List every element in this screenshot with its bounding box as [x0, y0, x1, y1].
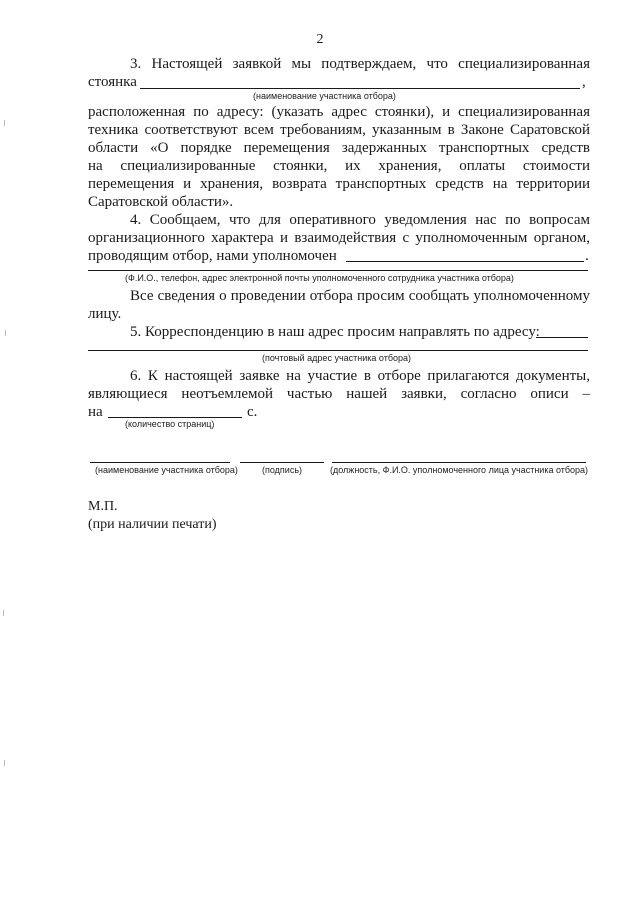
participant-name-line: [90, 462, 230, 463]
sec3-line8: Саратовской области».: [88, 194, 234, 210]
signature-caption: (подпись): [262, 465, 303, 475]
authorized-person-caption: (Ф.И.О., телефон, адрес электронной почты уполномоченного сотрудника участника отбора): [125, 273, 514, 283]
sec4-line4: Все сведения о проведении отбора просим сообщать уполномоченному: [130, 288, 590, 304]
page-count-caption: (количество страниц): [125, 419, 215, 429]
scan-artifact: [3, 610, 4, 616]
sec4-line3: проводящим отбор, нами уполномочен: [88, 248, 337, 264]
sec6-pages-suffix: с.: [247, 404, 258, 420]
participant-name-caption: (наименование участника отбора): [95, 465, 238, 475]
sec3-line7: перемещения и хранения, возврата транспортных средств на территории: [88, 176, 590, 192]
sec3-line3: расположенная по адресу: (указать адрес стоянки), и специализированная: [88, 104, 590, 120]
postal-address-inline-line: [536, 337, 588, 338]
authorized-person-inline-line: [346, 261, 584, 262]
sec4-line2: организационного характера и взаимодействия с уполномоченным органом,: [88, 230, 590, 246]
official-name-line: [332, 462, 586, 463]
authorized-person-field-line: [88, 270, 588, 271]
sec6-line2: являющиеся неотъемлемой частью нашей заявки, согласно описи –: [88, 386, 590, 402]
signature-line: [240, 462, 324, 463]
sec6-na-label: на: [88, 404, 103, 420]
stamp-label: М.П.: [88, 499, 118, 514]
page-count-field-line: [108, 417, 242, 418]
scan-artifact: [4, 760, 5, 766]
sec3-line2-comma: ,: [582, 74, 586, 90]
sec3-stoyanka-label: стоянка: [88, 74, 137, 90]
scan-artifact: [5, 330, 6, 336]
page-number: 2: [316, 32, 324, 47]
sec4-line1: 4. Сообщаем, что для оперативного уведомления нас по вопросам: [130, 212, 590, 228]
postal-address-caption: (почтовый адрес участника отбора): [262, 353, 411, 363]
sec6-line1: 6. К настоящей заявке на участие в отборе прилагаются документы,: [130, 368, 590, 384]
sec5-line1: 5. Корреспонденцию в наш адрес просим направлять по адресу:: [130, 324, 540, 340]
parking-name-caption: (наименование участника отбора): [253, 91, 396, 101]
sec3-line6: на специализированные стоянки, их хранения, оплаты стоимости: [88, 158, 590, 174]
sec4-line5: лицу.: [88, 306, 122, 322]
parking-name-field-line: [140, 88, 580, 89]
sec3-line1: 3. Настоящей заявкой мы подтверждаем, что специализированная: [130, 56, 590, 72]
official-name-caption: (должность, Ф.И.О. уполномоченного лица участника отбора): [330, 465, 589, 475]
scan-artifact: [4, 120, 5, 126]
stamp-note: (при наличии печати): [88, 517, 217, 532]
sec4-line3-dot: .: [585, 248, 589, 264]
sec3-line4: техника соответствуют всем требованиям, указанным в Законе Саратовской: [88, 122, 590, 138]
sec3-line5: области «О порядке перемещения задержанных транспортных средств: [88, 140, 590, 156]
postal-address-field-line: [88, 350, 588, 351]
